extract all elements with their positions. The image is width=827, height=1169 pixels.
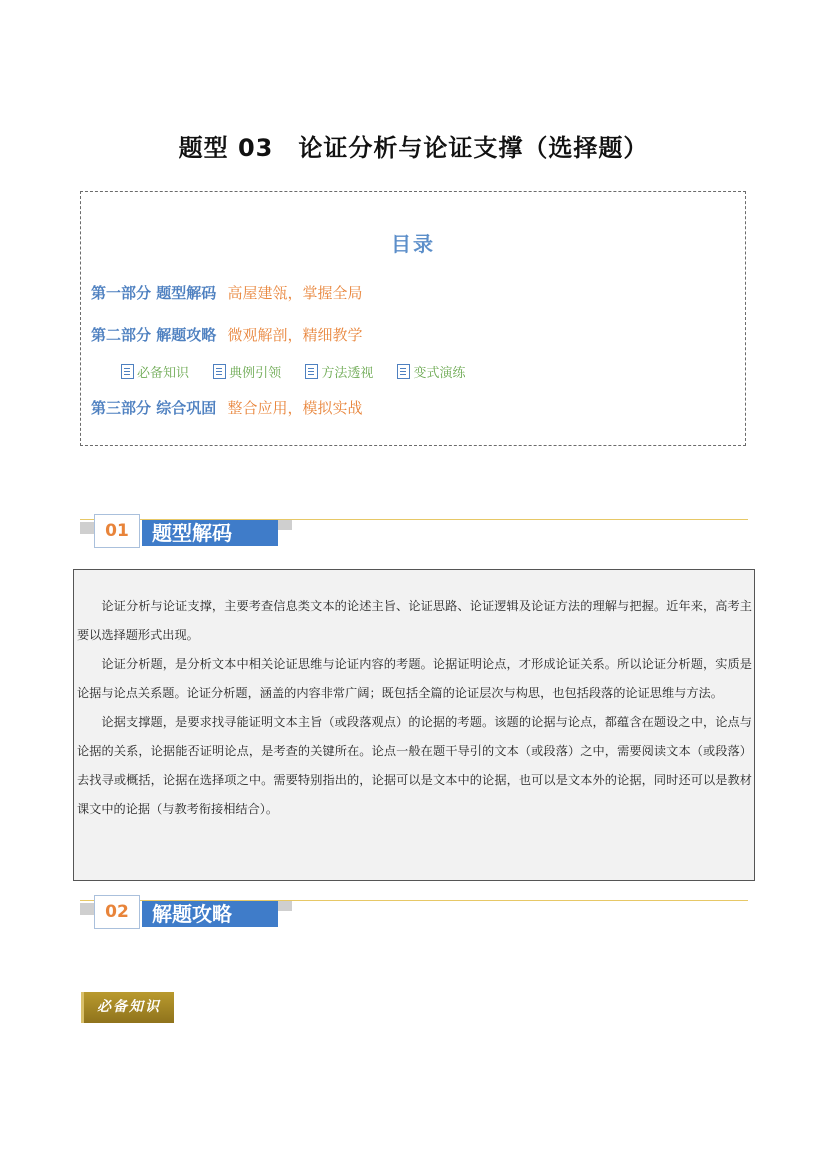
intro-paragraph: 论证分析与论证支撑，主要考查信息类文本的论述主旨、论证思路、论证逻辑及论证方法的理解与把握。近年来，高考主要以选择题形式出现。 bbox=[77, 599, 752, 642]
intro-paragraph: 论证分析题，是分析文本中相关论证思维与论证内容的考题。论据证明论点，才形成论证关系。所以论证分析题，实质是论据与论点关系题。论证分析题，涵盖的内容非常广阔；既包括全篇的论证层次与构思，也包括段落的论证思维与方法。 bbox=[77, 657, 752, 700]
document-icon bbox=[397, 364, 410, 379]
decor-block bbox=[80, 903, 94, 915]
toc-part-title: 第一部分 题型解码 bbox=[91, 284, 217, 302]
toc-link-knowledge[interactable] bbox=[121, 362, 189, 381]
toc-link-label: 必备知识 bbox=[137, 366, 190, 381]
decor-block bbox=[80, 522, 94, 534]
section-header-02 bbox=[80, 895, 748, 935]
toc-link-methods[interactable] bbox=[305, 362, 373, 381]
knowledge-badge: 必备知识 bbox=[81, 992, 174, 1023]
toc-link-label: 典例引领 bbox=[229, 366, 282, 381]
section-header-01 bbox=[80, 514, 748, 554]
toc-link-examples[interactable] bbox=[213, 362, 281, 381]
toc-sublinks bbox=[121, 362, 485, 381]
toc-link-practice[interactable] bbox=[397, 362, 465, 381]
intro-box bbox=[73, 569, 755, 881]
toc-part-2[interactable] bbox=[91, 324, 362, 345]
toc-part-subtitle: 微观解剖，精细教学 bbox=[227, 326, 363, 344]
toc-part-1[interactable] bbox=[91, 282, 362, 303]
toc-part-subtitle: 整合应用，模拟实战 bbox=[227, 399, 363, 417]
toc-part-3[interactable] bbox=[91, 397, 362, 418]
section-label: 解题攻略 bbox=[142, 901, 278, 927]
section-number: 01 bbox=[94, 514, 140, 548]
page-title: 题型 03 论证分析与论证支撑（选择题） bbox=[178, 134, 649, 162]
document-icon bbox=[121, 364, 134, 379]
decor-block bbox=[278, 520, 292, 530]
document-icon bbox=[305, 364, 318, 379]
table-of-contents bbox=[80, 191, 746, 446]
toc-link-label: 方法透视 bbox=[321, 366, 374, 381]
section-label: 题型解码 bbox=[142, 520, 278, 546]
toc-link-label: 变式演练 bbox=[413, 366, 466, 381]
toc-part-subtitle: 高屋建瓴，掌握全局 bbox=[227, 284, 363, 302]
toc-part-title: 第三部分 综合巩固 bbox=[91, 399, 217, 417]
decor-block bbox=[278, 901, 292, 911]
document-icon bbox=[213, 364, 226, 379]
toc-heading: 目录 bbox=[391, 232, 435, 256]
intro-paragraph: 论据支撑题，是要求找寻能证明文本主旨（或段落观点）的论据的考题。该题的论据与论点，都蕴含在题设之中，论点与论据的关系，论据能否证明论点，是考查的关键所在。论点一般在题干导引的文本（或段落）之中，需要阅读文本（或段落）去找寻或概括，论据在选择项之中。需要特别指出的，论据可以是文本中的论据，也可以是文本外的论据，同时还可以是教材课文中的论据（与教考衔接相结合）。 bbox=[77, 715, 752, 816]
toc-part-title: 第二部分 解题攻略 bbox=[91, 326, 217, 344]
section-number: 02 bbox=[94, 895, 140, 929]
